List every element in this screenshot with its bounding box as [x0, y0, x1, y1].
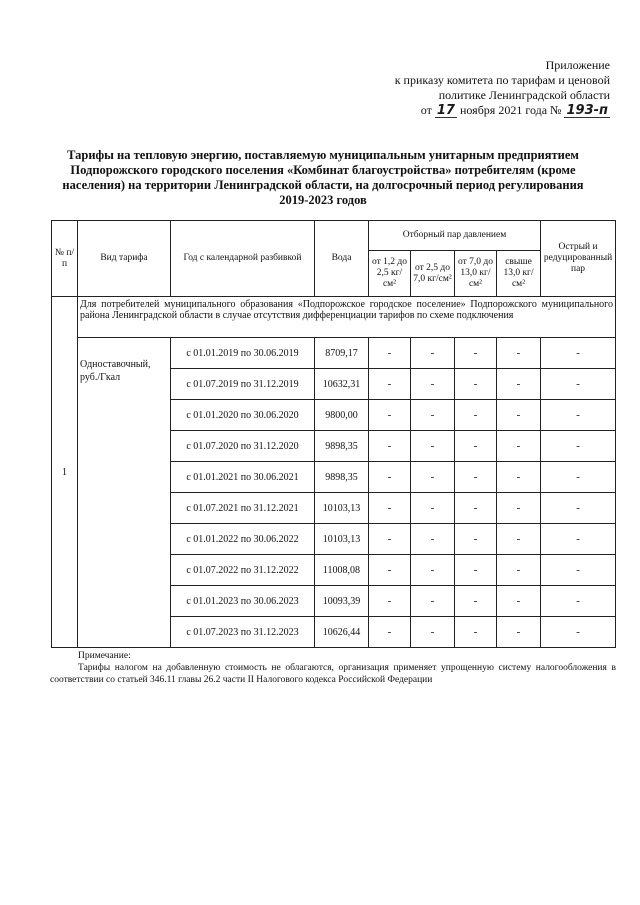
water-tariff-cell: 10093,39: [315, 586, 369, 617]
period-cell: с 01.01.2022 по 30.06.2022: [171, 524, 315, 555]
empty-value-cell: -: [497, 617, 541, 648]
water-tariff-cell: 10632,31: [315, 369, 369, 400]
period-cell: с 01.07.2019 по 31.12.2019: [171, 369, 315, 400]
empty-value-cell: -: [541, 431, 616, 462]
empty-value-cell: -: [455, 369, 497, 400]
empty-value-cell: -: [455, 431, 497, 462]
header-steam-1: от 1,2 до 2,5 кг/см²: [369, 251, 411, 297]
table-row: [52, 338, 616, 369]
period-cell: с 01.01.2023 по 30.06.2023: [171, 586, 315, 617]
water-tariff-cell: 11008,08: [315, 555, 369, 586]
empty-value-cell: -: [541, 462, 616, 493]
empty-value-cell: -: [541, 493, 616, 524]
header-num: № п/п: [52, 221, 78, 297]
note-text: Тарифы налогом на добавленную стоимость не облагаются, организация применяет упрощенную систему налогообложения в соответствии со статьей 346.11 главы 26.2 части II Налогового кодекса Российской Федерации: [50, 663, 616, 685]
empty-value-cell: -: [369, 586, 411, 617]
annex-committee-line: политике Ленинградской области: [438, 88, 610, 102]
empty-value-cell: -: [497, 369, 541, 400]
empty-value-cell: -: [541, 338, 616, 369]
header-tariff-type: Вид тарифа: [78, 221, 171, 297]
header-steam-3: от 7,0 до 13,0 кг/см²: [455, 251, 497, 297]
empty-value-cell: -: [541, 400, 616, 431]
empty-value-cell: -: [411, 462, 455, 493]
water-tariff-cell: 9898,35: [315, 462, 369, 493]
handwritten-order-number: 193-п: [566, 103, 608, 118]
empty-value-cell: -: [455, 462, 497, 493]
empty-value-cell: -: [497, 431, 541, 462]
empty-value-cell: -: [411, 400, 455, 431]
header-year: Год с календарной разбивкой: [171, 221, 315, 297]
empty-value-cell: -: [411, 431, 455, 462]
header-water: Вода: [315, 221, 369, 297]
empty-value-cell: -: [497, 338, 541, 369]
empty-value-cell: -: [369, 493, 411, 524]
tariff-table: [51, 220, 616, 648]
document-title: Тарифы на тепловую энергию, поставляемую муниципальным унитарным предприятием Подпорожского городского поселения «Комбинат благоустройства» потребителям (кроме населения) на территории Ленинградской области, на долгосрочный период регулирования 2019-2023 годов: [62, 148, 584, 207]
empty-value-cell: -: [455, 400, 497, 431]
empty-value-cell: -: [411, 617, 455, 648]
empty-value-cell: -: [541, 617, 616, 648]
empty-value-cell: -: [541, 369, 616, 400]
empty-value-cell: -: [497, 493, 541, 524]
tariff-type-cell: Одноставочный, руб./Гкал: [78, 338, 171, 648]
water-tariff-cell: 9800,00: [315, 400, 369, 431]
period-cell: с 01.07.2023 по 31.12.2023: [171, 617, 315, 648]
empty-value-cell: -: [455, 617, 497, 648]
water-tariff-cell: 10103,13: [315, 524, 369, 555]
consumer-description: Для потребителей муниципального образования «Подпорожское городское поселение» Подпорожского муниципального района Ленинградской области в случае отсутствия дифференциации тарифов по схеме подключения: [78, 297, 616, 338]
empty-value-cell: -: [541, 524, 616, 555]
annex-title: Приложение: [545, 58, 610, 72]
empty-value-cell: -: [369, 462, 411, 493]
header-steam-group: Отборный пар давлением: [369, 221, 541, 251]
empty-value-cell: -: [411, 555, 455, 586]
empty-value-cell: -: [497, 400, 541, 431]
empty-value-cell: -: [411, 338, 455, 369]
note-block: [50, 650, 616, 686]
period-cell: с 01.01.2019 по 30.06.2019: [171, 338, 315, 369]
empty-value-cell: -: [369, 555, 411, 586]
empty-value-cell: -: [497, 555, 541, 586]
empty-value-cell: -: [497, 586, 541, 617]
period-cell: с 01.07.2022 по 31.12.2022: [171, 555, 315, 586]
water-tariff-cell: 10103,13: [315, 493, 369, 524]
water-tariff-cell: 10626,44: [315, 617, 369, 648]
note-label: Примечание:: [78, 651, 131, 661]
empty-value-cell: -: [497, 524, 541, 555]
empty-value-cell: -: [497, 462, 541, 493]
water-tariff-cell: 8709,17: [315, 338, 369, 369]
handwritten-day: 17: [436, 103, 455, 118]
period-cell: с 01.07.2020 по 31.12.2020: [171, 431, 315, 462]
annex-date-line: [360, 103, 610, 118]
empty-value-cell: -: [455, 524, 497, 555]
table-body: [52, 297, 616, 648]
period-cell: с 01.07.2021 по 31.12.2021: [171, 493, 315, 524]
empty-value-cell: -: [455, 338, 497, 369]
empty-value-cell: -: [369, 338, 411, 369]
empty-value-cell: -: [411, 586, 455, 617]
empty-value-cell: -: [455, 555, 497, 586]
header-steam-4: свыше 13,0 кг/см²: [497, 251, 541, 297]
empty-value-cell: -: [541, 586, 616, 617]
empty-value-cell: -: [369, 431, 411, 462]
water-tariff-cell: 9898,35: [315, 431, 369, 462]
date-prefix: от: [420, 103, 432, 117]
empty-value-cell: -: [369, 369, 411, 400]
row-number: 1: [52, 297, 78, 648]
period-cell: с 01.01.2020 по 30.06.2020: [171, 400, 315, 431]
empty-value-cell: -: [455, 493, 497, 524]
empty-value-cell: -: [369, 617, 411, 648]
period-cell: с 01.01.2021 по 30.06.2021: [171, 462, 315, 493]
empty-value-cell: -: [541, 555, 616, 586]
empty-value-cell: -: [369, 524, 411, 555]
empty-value-cell: -: [369, 400, 411, 431]
header-steam-2: от 2,5 до 7,0 кг/см²: [411, 251, 455, 297]
empty-value-cell: -: [411, 369, 455, 400]
annex-order-line: к приказу комитета по тарифам и ценовой: [394, 73, 610, 87]
header-sharp-steam: Острый и редуцированный пар: [541, 221, 616, 297]
empty-value-cell: -: [411, 493, 455, 524]
empty-value-cell: -: [411, 524, 455, 555]
date-middle: ноября 2021 года №: [459, 103, 562, 117]
empty-value-cell: -: [455, 586, 497, 617]
annex-block: [360, 58, 610, 118]
